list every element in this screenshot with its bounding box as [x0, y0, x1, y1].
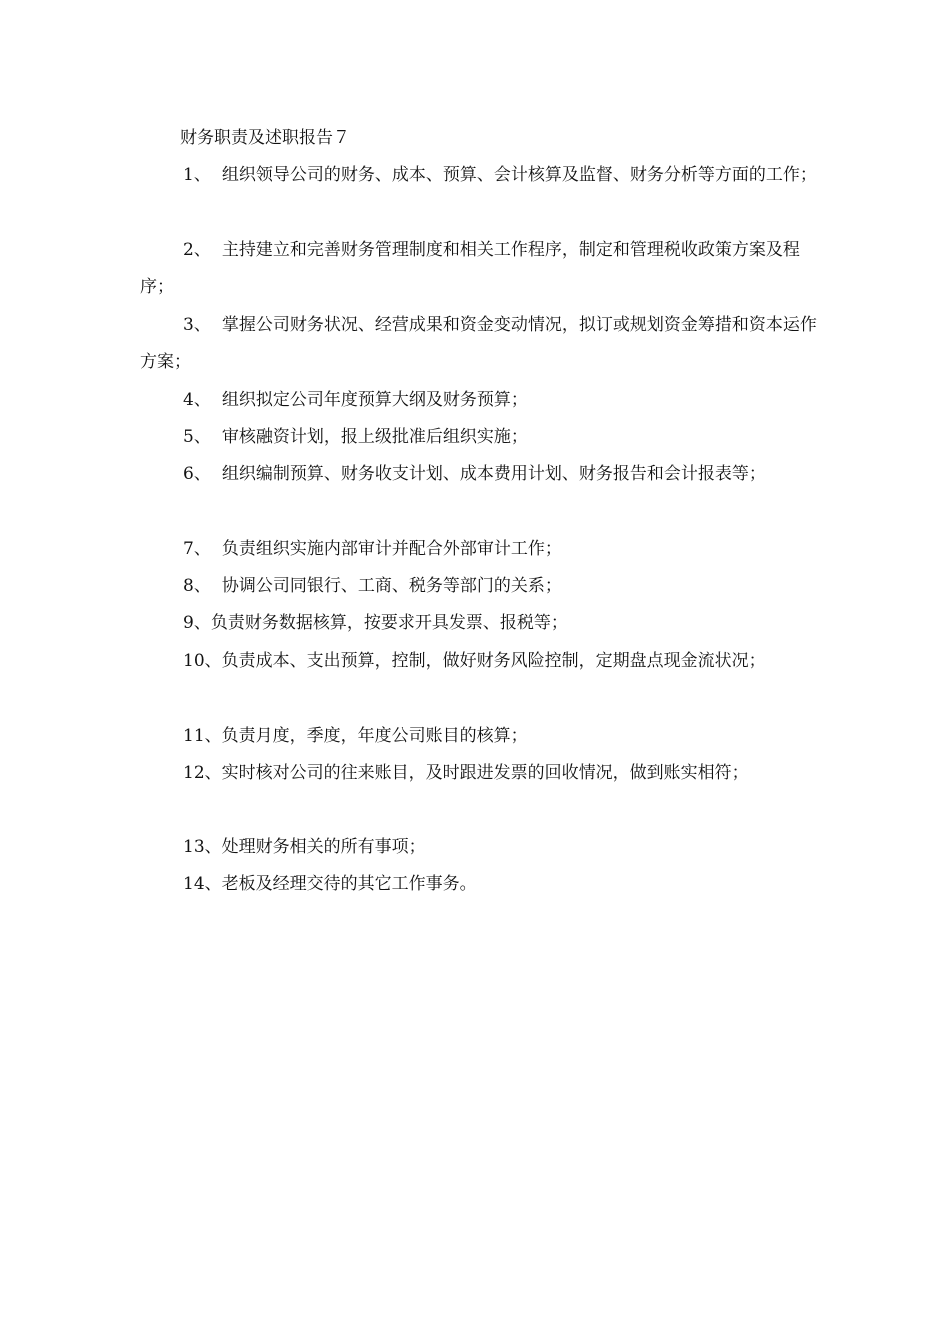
item-text: 审核融资计划，报上级批准后组织实施； — [221, 427, 528, 447]
list-item — [140, 829, 820, 866]
item-text: 掌握公司财务状况、经营成果和资金变动情况，拟订或规划资金筹措和资本运作方案； — [140, 315, 817, 372]
item-text: 负责财务数据核算，按要求开具发票、报税等； — [210, 613, 568, 633]
item-number: 6、 — [183, 464, 211, 484]
item-text: 协调公司同银行、工商、税务等部门的关系； — [221, 576, 562, 596]
item-number: 1、 — [183, 165, 211, 185]
item-text: 实时核对公司的往来账目，及时跟进发票的回收情况，做到账实相符； — [221, 763, 749, 783]
list-item — [140, 643, 820, 680]
item-number: 7、 — [183, 539, 211, 559]
item-number: 3、 — [183, 315, 211, 335]
item-number: 11、 — [183, 726, 222, 746]
list-item — [140, 568, 820, 605]
list-item — [140, 419, 820, 456]
list-item — [140, 755, 820, 792]
item-number: 9、 — [183, 613, 211, 633]
item-text: 负责成本、支出预算，控制，做好财务风险控制，定期盘点现金流状况； — [221, 651, 766, 671]
item-text: 负责组织实施内部审计并配合外部审计工作； — [221, 539, 562, 559]
item-number: 5、 — [183, 427, 211, 447]
item-number: 14、 — [183, 874, 222, 894]
list-item — [140, 157, 820, 194]
item-number: 4、 — [183, 390, 211, 410]
item-number: 2、 — [183, 240, 211, 260]
list-item — [140, 382, 820, 419]
list-item — [140, 232, 820, 306]
item-text: 负责月度，季度，年度公司账目的核算； — [221, 726, 528, 746]
document-title: 财务职责及述职报告７ — [180, 128, 350, 148]
item-text: 组织领导公司的财务、成本、预算、会计核算及监督、财务分析等方面的工作； — [221, 165, 817, 185]
list-item — [140, 456, 820, 493]
item-number: 8、 — [183, 576, 211, 596]
item-text: 主持建立和完善财务管理制度和相关工作程序，制定和管理税收政策方案及程序； — [140, 240, 800, 297]
item-number: 10、 — [183, 651, 222, 671]
item-text: 老板及经理交待的其它工作事务。 — [221, 874, 477, 894]
list-item — [140, 605, 820, 642]
list-item — [140, 307, 820, 381]
item-text: 处理财务相关的所有事项； — [221, 837, 426, 857]
list-item — [140, 866, 820, 903]
item-number: 13、 — [183, 837, 222, 857]
item-number: 12、 — [183, 763, 222, 783]
item-text: 组织拟定公司年度预算大纲及财务预算； — [221, 390, 528, 410]
list-item — [140, 718, 820, 755]
list-item — [140, 531, 820, 568]
item-text: 组织编制预算、财务收支计划、成本费用计划、财务报告和会计报表等； — [221, 464, 766, 484]
